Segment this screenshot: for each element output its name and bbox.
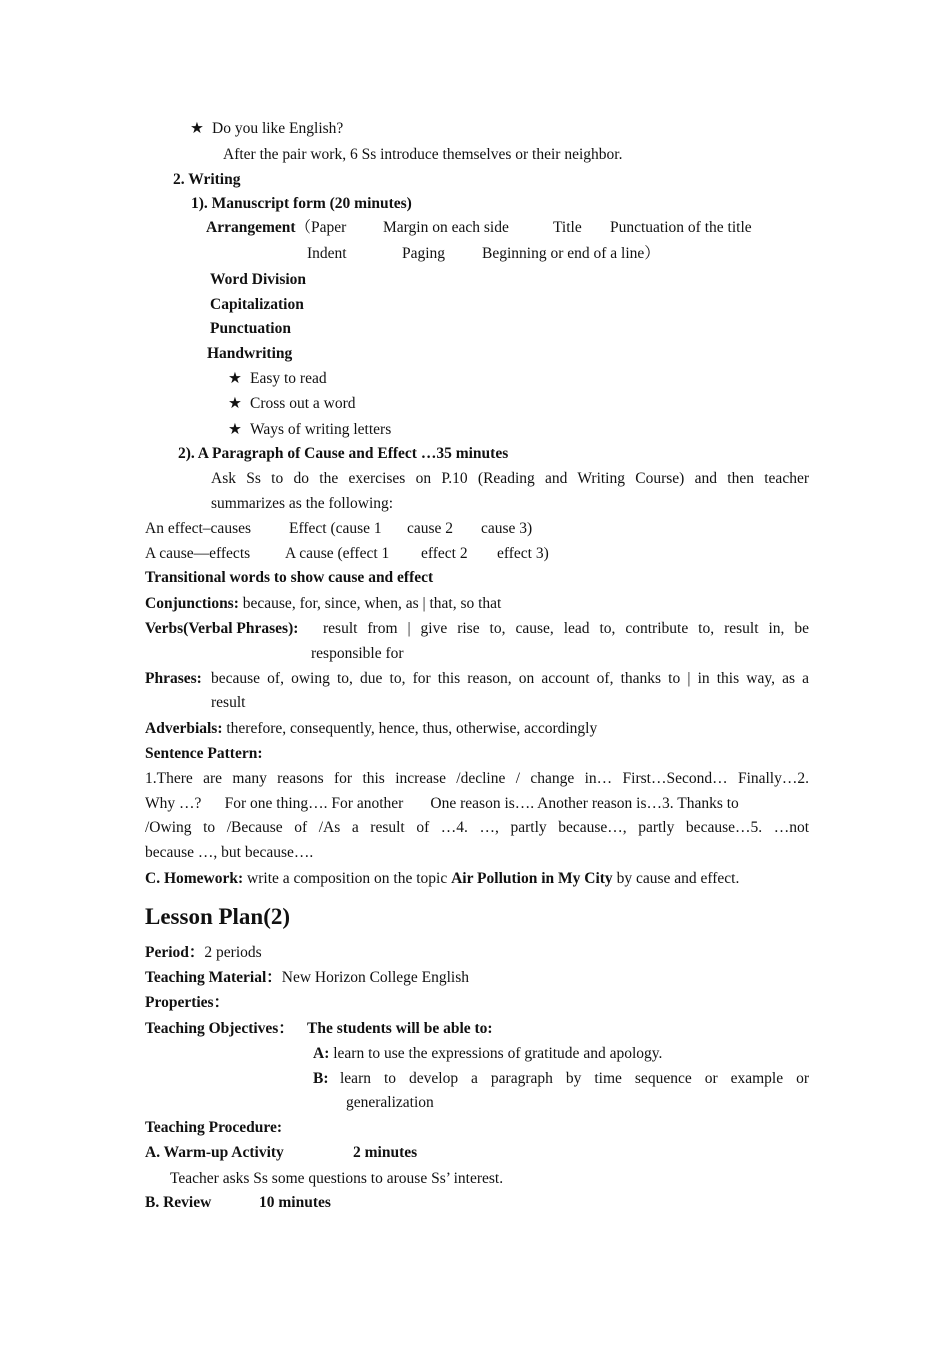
arrangement-line-1 <box>206 218 346 238</box>
paragraph-instruction: summarizes as the following: <box>211 495 394 512</box>
homework-label: C. Homework: <box>145 870 244 887</box>
procedure-label: Teaching Procedure: <box>145 1119 283 1136</box>
properties-label: Properties： <box>145 994 230 1011</box>
punctuation: Punctuation <box>210 320 291 337</box>
objectives-label: Teaching Objectives： <box>145 1020 294 1037</box>
handwriting: Handwriting <box>207 345 293 362</box>
word-division: Word Division <box>210 271 307 288</box>
conjunctions-label: Conjunctions: <box>145 595 239 612</box>
effect-causes-label: An effect–causes <box>145 520 252 537</box>
conjunctions-text: because, for, since, when, as | that, so that <box>242 595 502 612</box>
warmup-label: A. Warm-up Activity <box>145 1144 284 1161</box>
cause-effects-label: A cause—effects <box>145 545 251 562</box>
sentence-pattern-line: /Owing to /Because of /As a result of …4. …, partly because…, partly because…5. …not <box>145 819 809 836</box>
effect-causes-item: cause 3) <box>481 520 533 537</box>
phrases-text: because of, owing to, due to, for this reason, on account of, thanks to | in this way, as a <box>211 670 809 687</box>
review-time: 10 minutes <box>259 1194 331 1211</box>
homework-text: by cause and effect. <box>616 870 740 887</box>
handwriting-point: ★ Cross out a word <box>228 395 356 412</box>
review-label: B. Review <box>145 1194 212 1211</box>
star-icon: ★ <box>190 120 204 137</box>
arrangement-item: Punctuation of the title <box>610 219 752 236</box>
objective-b-label: B: <box>313 1070 329 1087</box>
homework-text: write a composition on the topic <box>247 870 448 887</box>
arrangement-item: （Paper <box>295 219 347 236</box>
period-label: Period： <box>145 944 205 961</box>
warmup-time: 2 minutes <box>353 1144 418 1161</box>
adverbials-label: Adverbials: <box>145 720 223 737</box>
objective-a-label: A: <box>313 1045 330 1062</box>
phrases-label: Phrases: <box>145 670 202 687</box>
period-value: 2 periods <box>204 944 262 961</box>
pair-work-question: ★ Do you like English? <box>190 120 344 137</box>
sentence-pattern-heading: Sentence Pattern: <box>145 745 263 762</box>
pair-work-note: After the pair work, 6 Ss introduce themselves or their neighbor. <box>223 146 623 163</box>
arrangement-item: Title <box>553 219 582 236</box>
writing-heading: 2. Writing <box>173 171 241 188</box>
arrangement-item: Beginning or end of a line） <box>482 245 660 262</box>
arrangement-item: Indent <box>307 245 347 262</box>
adverbials-text: therefore, consequently, hence, thus, otherwise, accordingly <box>226 720 598 737</box>
sentence-pattern-line: because …, but because…. <box>145 844 314 861</box>
handwriting-point: ★ Ways of writing letters <box>228 421 392 438</box>
cause-effects-item: A cause (effect 1 <box>285 545 390 562</box>
arrangement-item: Margin on each side <box>383 219 509 236</box>
warmup-text: Teacher asks Ss some questions to arouse Ss’ interest. <box>170 1170 504 1187</box>
transitional-heading: Transitional words to show cause and effect <box>145 569 434 586</box>
arrangement-label: Arrangement <box>206 219 296 236</box>
verbs-text: responsible for <box>311 645 404 662</box>
manuscript-heading: 1). Manuscript form (20 minutes) <box>191 195 412 212</box>
lesson-plan-title: Lesson Plan(2) <box>145 904 291 929</box>
conjunctions-line <box>145 594 501 614</box>
cause-effects-item: effect 2 <box>421 545 468 562</box>
paragraph-heading: 2). A Paragraph of Cause and Effect …35 minutes <box>178 445 509 462</box>
objective-b-text: learn to develop a paragraph by time sequence or example or <box>340 1070 809 1087</box>
sentence-pattern-line: Why …? For one thing…. For another One reason is…. Another reason is…3. Thanks to <box>145 795 739 812</box>
star-icon: ★ <box>228 421 242 438</box>
star-icon: ★ <box>228 395 242 412</box>
period-line <box>145 943 262 963</box>
handwriting-point: ★ Easy to read <box>228 370 327 387</box>
objectives-intro: The students will be able to: <box>307 1020 493 1037</box>
homework-line <box>145 869 739 889</box>
paragraph-instruction: Ask Ss to do the exercises on P.10 (Reading and Writing Course) and then teacher <box>211 470 809 487</box>
objective-a-text: learn to use the expressions of gratitude and apology. <box>333 1045 663 1062</box>
objective-b-text: generalization <box>346 1094 434 1111</box>
capitalization: Capitalization <box>210 296 304 313</box>
objective-a <box>313 1044 662 1064</box>
cause-effects-item: effect 3) <box>497 545 549 562</box>
sentence-pattern-line: 1.There are many reasons for this increase /decline / change in… First…Second… Finally…2. <box>145 770 809 787</box>
material-line <box>145 968 469 988</box>
effect-causes-item: Effect (cause 1 <box>289 520 382 537</box>
material-label: Teaching Material： <box>145 969 282 986</box>
homework-topic: Air Pollution in My City <box>451 870 613 887</box>
adverbials-line <box>145 719 597 739</box>
phrases-text: result <box>211 694 246 711</box>
verbs-label: Verbs(Verbal Phrases): <box>145 620 299 637</box>
arrangement-item: Paging <box>402 245 446 262</box>
effect-causes-item: cause 2 <box>407 520 454 537</box>
star-icon: ★ <box>228 370 242 387</box>
verbs-text: result from | give rise to, cause, lead to, contribute to, result in, be <box>323 620 809 637</box>
material-value: New Horizon College English <box>281 969 470 986</box>
